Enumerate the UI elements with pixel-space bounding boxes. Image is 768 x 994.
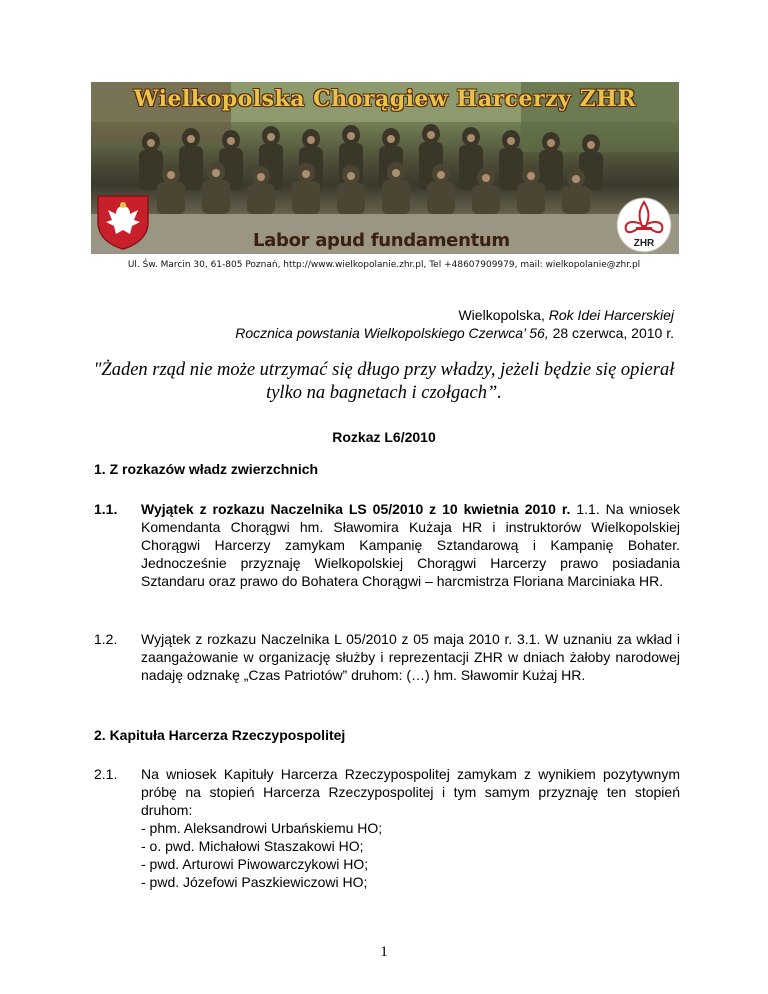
item-text: Na wniosek Kapituły Harcerza Rzeczypospolitej zamykam z wynikiem pozytywnym próbę na stopień Harcerza Rzeczypospolitej i tym samym przyznaję ten stopień druhom:: [141, 766, 680, 818]
emblem-label: ZHR: [633, 238, 655, 249]
dateline-year-motto: Rok Idei Harcerskiej: [548, 307, 674, 323]
list-item: - pwd. Arturowi Piwowarczykowi HO;: [141, 856, 369, 872]
item-1-2: [94, 630, 680, 684]
quote-line-1: "Żaden rząd nie może utrzymać się długo przy władzy, jeżeli będzie się opierał: [93, 360, 675, 380]
fleur-de-lis-icon: [614, 196, 674, 254]
item-number: 1.1.: [94, 501, 118, 517]
quote-line-2: tylko na bagnetach i czołgach”.: [266, 383, 502, 403]
item-1-1: [94, 500, 680, 590]
section-2-heading: 2. Kapituła Harcerza Rzeczypospolitej: [94, 727, 346, 743]
item-number: 2.1.: [94, 766, 118, 782]
item-number: 1.2.: [94, 631, 118, 647]
section-1-heading: 1. Z rozkazów władz zwierzchnich: [94, 461, 319, 477]
item-lead: Wyjątek z rozkazu Naczelnika LS 05/2010 z 10 kwietnia 2010 r.: [141, 501, 571, 517]
eagle-crest-icon: [94, 192, 152, 250]
banner-title: Wielkopolska Chorągiew Harcerzy ZHR: [133, 86, 637, 112]
dateline: [235, 306, 674, 342]
header-banner: [91, 82, 679, 254]
page-number: 1: [380, 944, 388, 960]
recipient-list: [141, 819, 680, 891]
order-title: Rozkaz L6/2010: [332, 429, 436, 445]
quote: [74, 359, 694, 405]
dateline-place: Wielkopolska,: [458, 307, 549, 323]
list-item: - phm. Aleksandrowi Urbańskiemu HO;: [141, 820, 383, 836]
item-text: Wyjątek z rozkazu Naczelnika L 05/2010 z 05 maja 2010 r. 3.1. W uznaniu za wkład i zaangażowanie w organizację służby i reprezentacji ZHR w dniach żałoby narodowej nadaję odznakę „Czas Patriotów” druhom: (…) hm. Sławomir Kużaj HR.: [141, 631, 680, 683]
item-2-1: [94, 765, 680, 891]
address-line: Ul. Św. Marcin 30, 61-805 Poznań, http://www.wielkopolanie.zhr.pl, Tel +48607909979, mail: wielkopolanie@zhr.pl: [127, 260, 641, 270]
dateline-anniversary: Rocznica powstania Wielkopolskiego Czerwca’ 56,: [235, 325, 549, 341]
banner-motto: Labor apud fundamentum: [253, 230, 510, 251]
list-item: - pwd. Józefowi Paszkiewiczowi HO;: [141, 874, 368, 890]
item-text: 1.1. Na wniosek Komendanta Chorągwi hm. Sławomira Kużaja HR i instruktorów Wielkopolskiej Chorągwi Harcerzy zamykam Kampanię Sztandarową i Kampanię Bohater. Jednocześnie przyznaję Wielkopolskiej Chorągwi Harcerzy prawo posiadania Sztandaru oraz prawo do Bohatera Chorągwi – harcmistrza Floriana Marciniaka HR.: [141, 501, 680, 589]
dateline-date: 28 czerwca, 2010 r.: [548, 325, 674, 341]
list-item: - o. pwd. Michałowi Staszakowi HO;: [141, 838, 364, 854]
